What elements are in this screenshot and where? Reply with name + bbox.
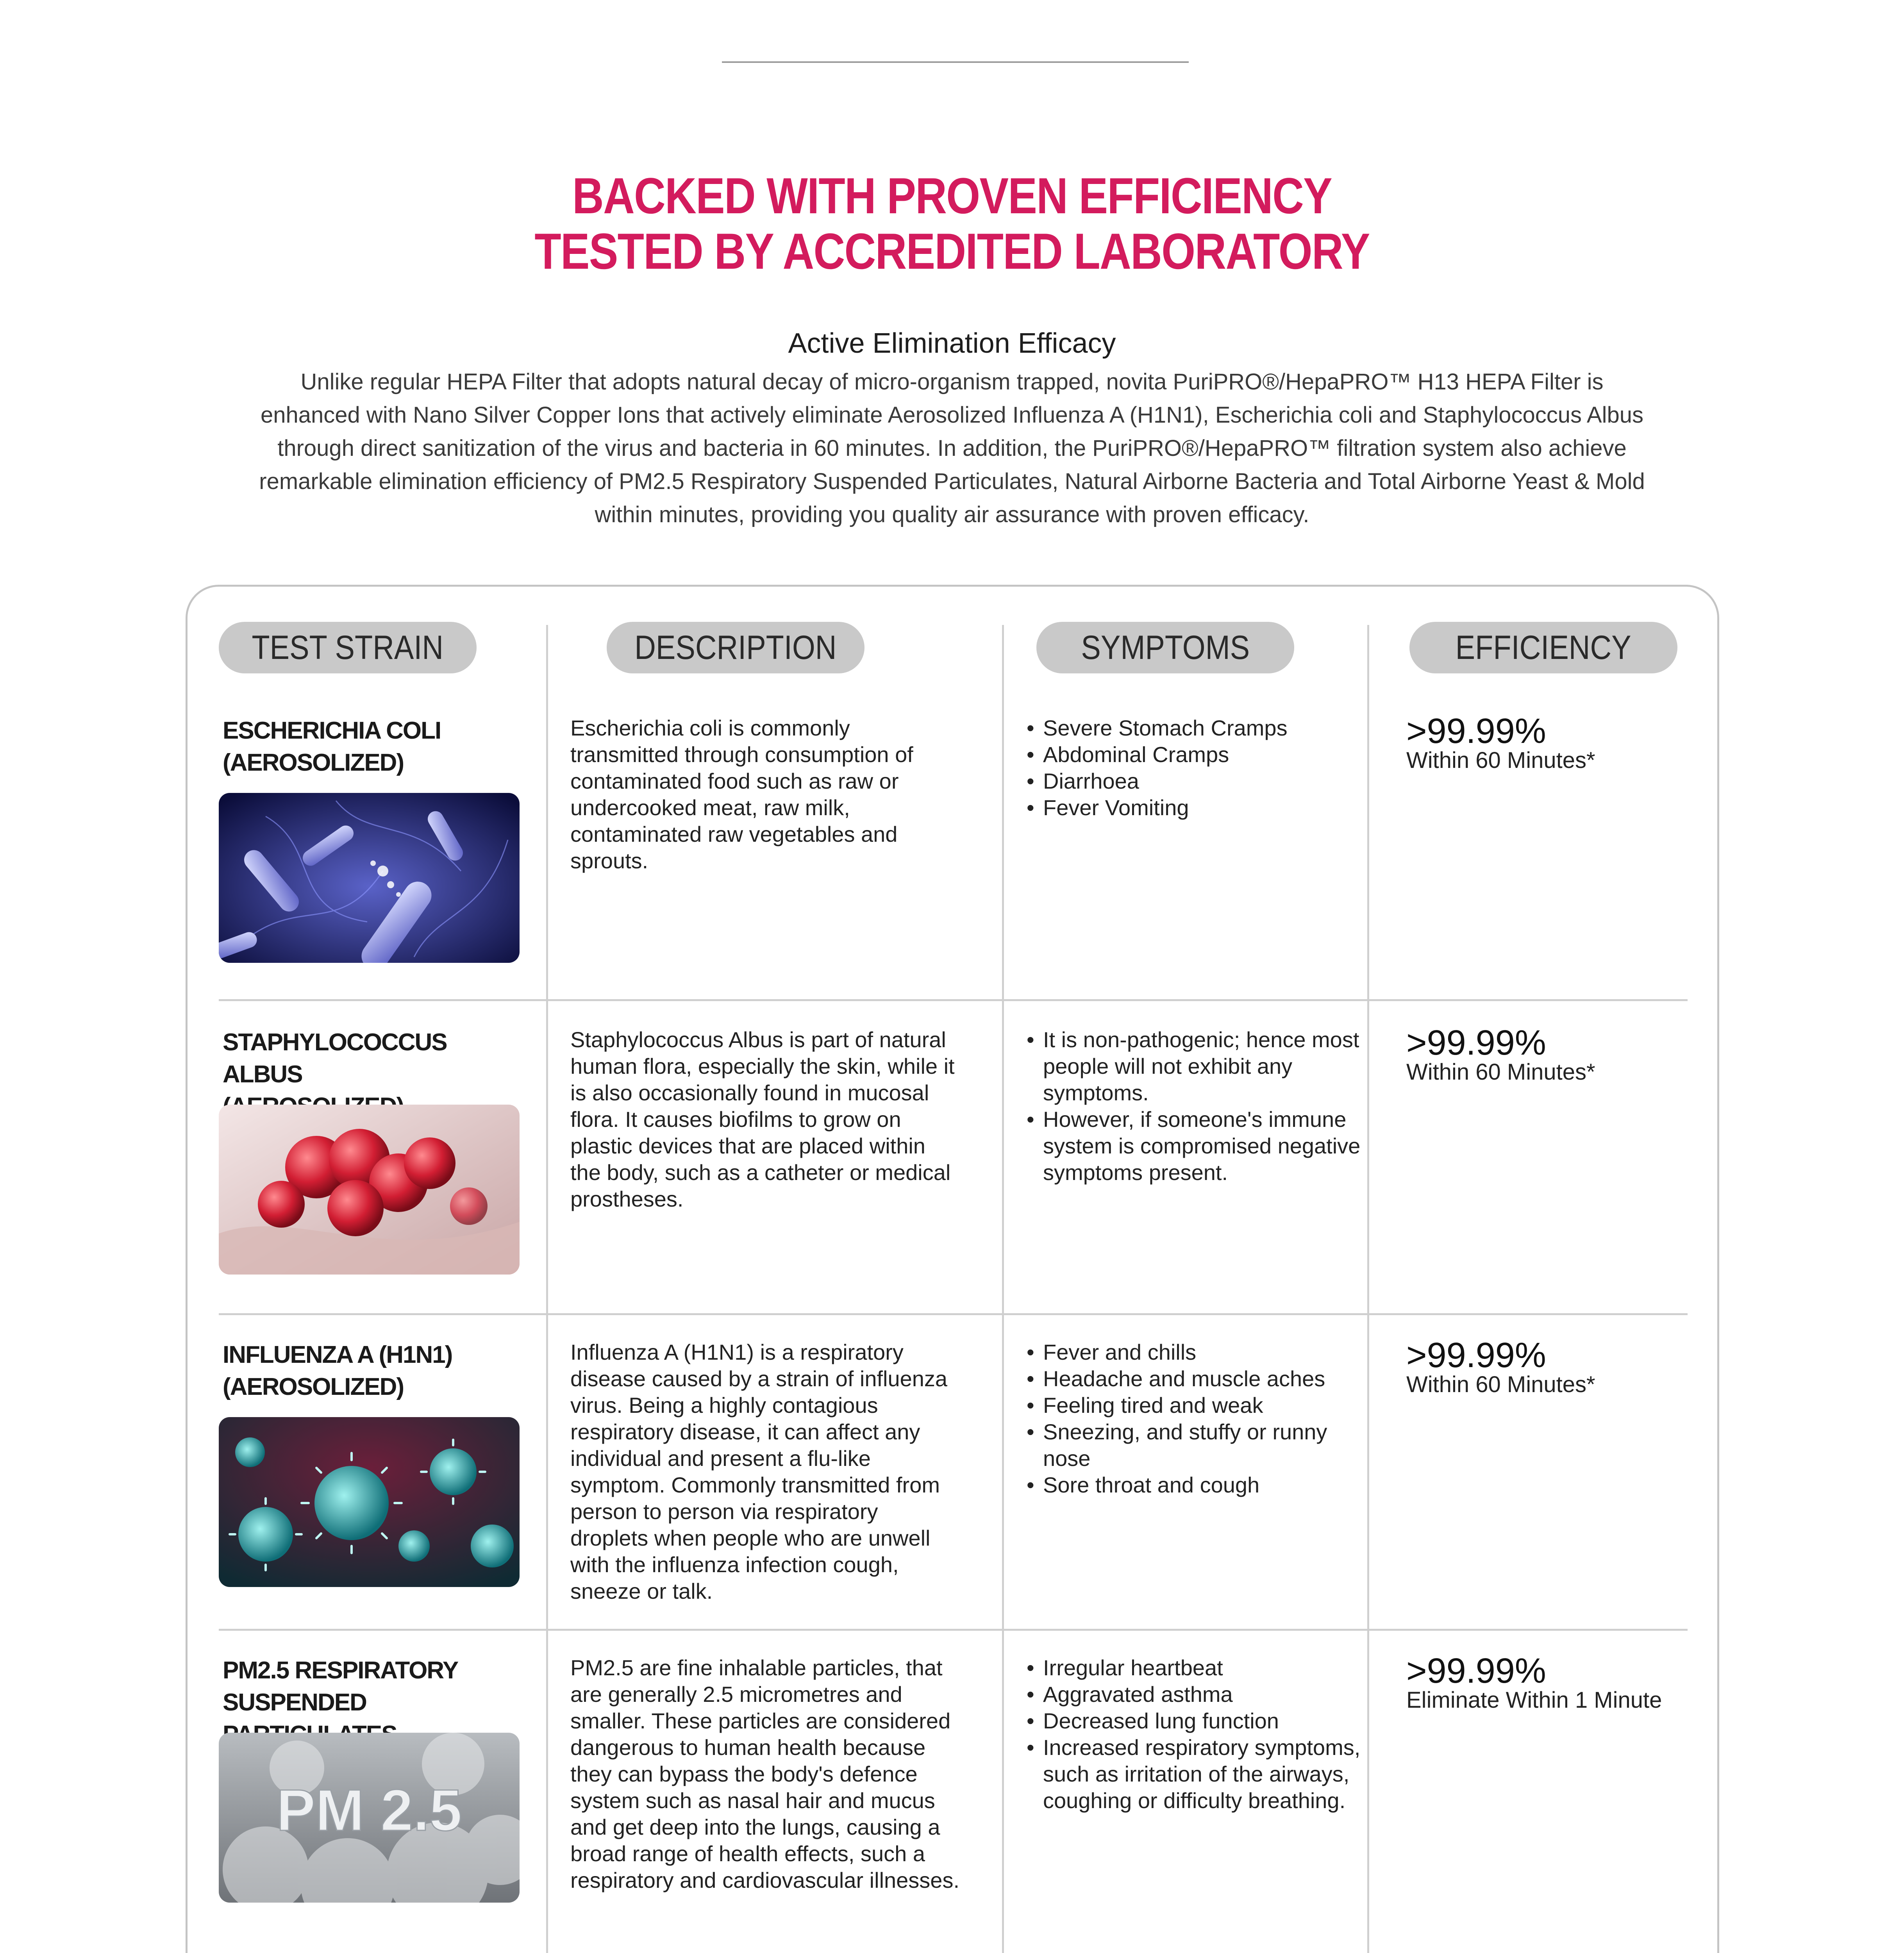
symptom-list [1027, 1026, 1363, 1186]
header-symptoms: SYMPTOMS [1036, 622, 1294, 673]
top-divider [722, 61, 1189, 63]
e-coli-bacteria-image [219, 793, 520, 963]
symptom-item: • Irregular heartbeat [1027, 1655, 1363, 1681]
symptom-item: • Fever and chills [1027, 1339, 1363, 1366]
symptom-item: • It is non-pathogenic; hence most people will not exhibit any symptoms. [1027, 1026, 1363, 1106]
strain-name: PM2.5 RESPIRATORY SUSPENDED [223, 1657, 458, 1716]
strain-name: INFLUENZA A (H1N1) (AEROSOLIZED) [223, 1341, 452, 1400]
symptom-item: • Sneezing, and stuffy or runny nose [1027, 1419, 1363, 1472]
efficiency-value: >99.99% [1406, 712, 1546, 751]
efficiency-value: >99.99% [1406, 1336, 1546, 1375]
efficiency-note: Within 60 Minutes* [1406, 748, 1595, 773]
row-divider [219, 1629, 1688, 1631]
symptom-item: • Severe Stomach Cramps [1027, 715, 1363, 741]
intro-title: Active Elimination Efficacy [788, 328, 1116, 359]
symptom-item: • Abdominal Cramps [1027, 741, 1363, 768]
symptom-item: • Fever Vomiting [1027, 794, 1363, 821]
header-efficiency: EFFICIENCY [1409, 622, 1677, 673]
strain-name: ESCHERICHIA COLI (AEROSOLIZED) [223, 717, 441, 776]
symptom-item: • Diarrhoea [1027, 768, 1363, 794]
header-test-strain: TEST STRAIN [219, 622, 477, 673]
symptom-item: • Sore throat and cough [1027, 1472, 1363, 1498]
efficiency-note: Eliminate Within 1 Minute [1406, 1687, 1662, 1713]
influenza-virus-image [219, 1417, 520, 1587]
efficiency-note: Within 60 Minutes* [1406, 1059, 1595, 1085]
intro-body: Unlike regular HEPA Filter that adopts natural decay of micro-organism trapped, novita PuriPRO®/HepaPRO™ H13 HEPA Filter is enhanced with Nano Silver Copper Ions that actively eliminate Aerosolized Influenza A (H1N1), Escherichia coli and Staphylococcus Albus through direct sanitization of the virus and bacteria in 60 minutes. In addition, the PuriPRO®/HepaPRO™ filtration system also achieve remarkable elimination efficiency of PM2.5 Respiratory Suspended Particulates, Natural Airborne Bacteria and Total Airborne Yeast & Mold within minutes, providing you quality air assurance with proven efficacy. [259, 369, 1645, 527]
efficiency-value: >99.99% [1406, 1023, 1546, 1062]
strain-description: Staphylococcus Albus is part of natural human flora, especially the skin, while it is also occasionally found in mucosal flora. It causes biofilms to grow on plastic devices that are placed within the body, such as a catheter or medical prostheses. [570, 1027, 955, 1211]
strain-description: PM2.5 are fine inhalable particles, that are generally 2.5 micrometres and smaller. These particles are considered dangerous to human health because they can bypass the body's defence system such as nasal hair and mucus and get deep into the lungs, causing a broad range of health effects, such a respiratory and cardiovascular illnesses. [570, 1655, 959, 1892]
staphylococcus-image [219, 1105, 520, 1275]
headline [133, 168, 1771, 279]
column-divider [546, 625, 548, 1953]
strain-description: Influenza A (H1N1) is a respiratory disease caused by a strain of influenza virus. Being a highly contagious respiratory disease, it can affect any individual and present a flu-like symptom. Commonly transmitted from person to person via respiratory droplets when people who are unwell with the influenza infection cough, sneeze or talk. [570, 1340, 948, 1603]
symptom-item: • Increased respiratory symptoms, such as irritation of the airways, coughing or difficulty breathing. [1027, 1734, 1363, 1814]
pm25-image [219, 1733, 520, 1903]
strain-description: Escherichia coli is commonly transmitted through consumption of contaminated food such as raw or undercooked meat, raw milk, contaminated raw vegetables and sprouts. [570, 716, 913, 873]
pm25-image-text: PM 2.5 [276, 1777, 462, 1843]
column-divider [1367, 625, 1369, 1953]
row-divider [219, 999, 1688, 1001]
headline-line-2: TESTED BY ACCREDITED LABORATORY [534, 223, 1370, 280]
row-divider [219, 1313, 1688, 1315]
header-description: DESCRIPTION [607, 622, 864, 673]
symptom-list [1027, 1655, 1363, 1814]
efficiency-value: >99.99% [1406, 1651, 1546, 1691]
symptom-item: • Aggravated asthma [1027, 1681, 1363, 1708]
symptom-item: • However, if someone's immune system is compromised negative symptoms present. [1027, 1106, 1363, 1186]
headline-line-1: BACKED WITH PROVEN EFFICIENCY [572, 167, 1332, 224]
symptom-item: • Feeling tired and weak [1027, 1392, 1363, 1419]
strain-name: STAPHYLOCOCCUS ALBUS [223, 1029, 447, 1088]
symptom-list [1027, 1339, 1363, 1498]
symptom-item: • Decreased lung function [1027, 1708, 1363, 1734]
symptom-item: • Headache and muscle aches [1027, 1366, 1363, 1392]
efficiency-note: Within 60 Minutes* [1406, 1372, 1595, 1397]
column-divider [1002, 625, 1004, 1953]
symptom-list [1027, 715, 1363, 821]
